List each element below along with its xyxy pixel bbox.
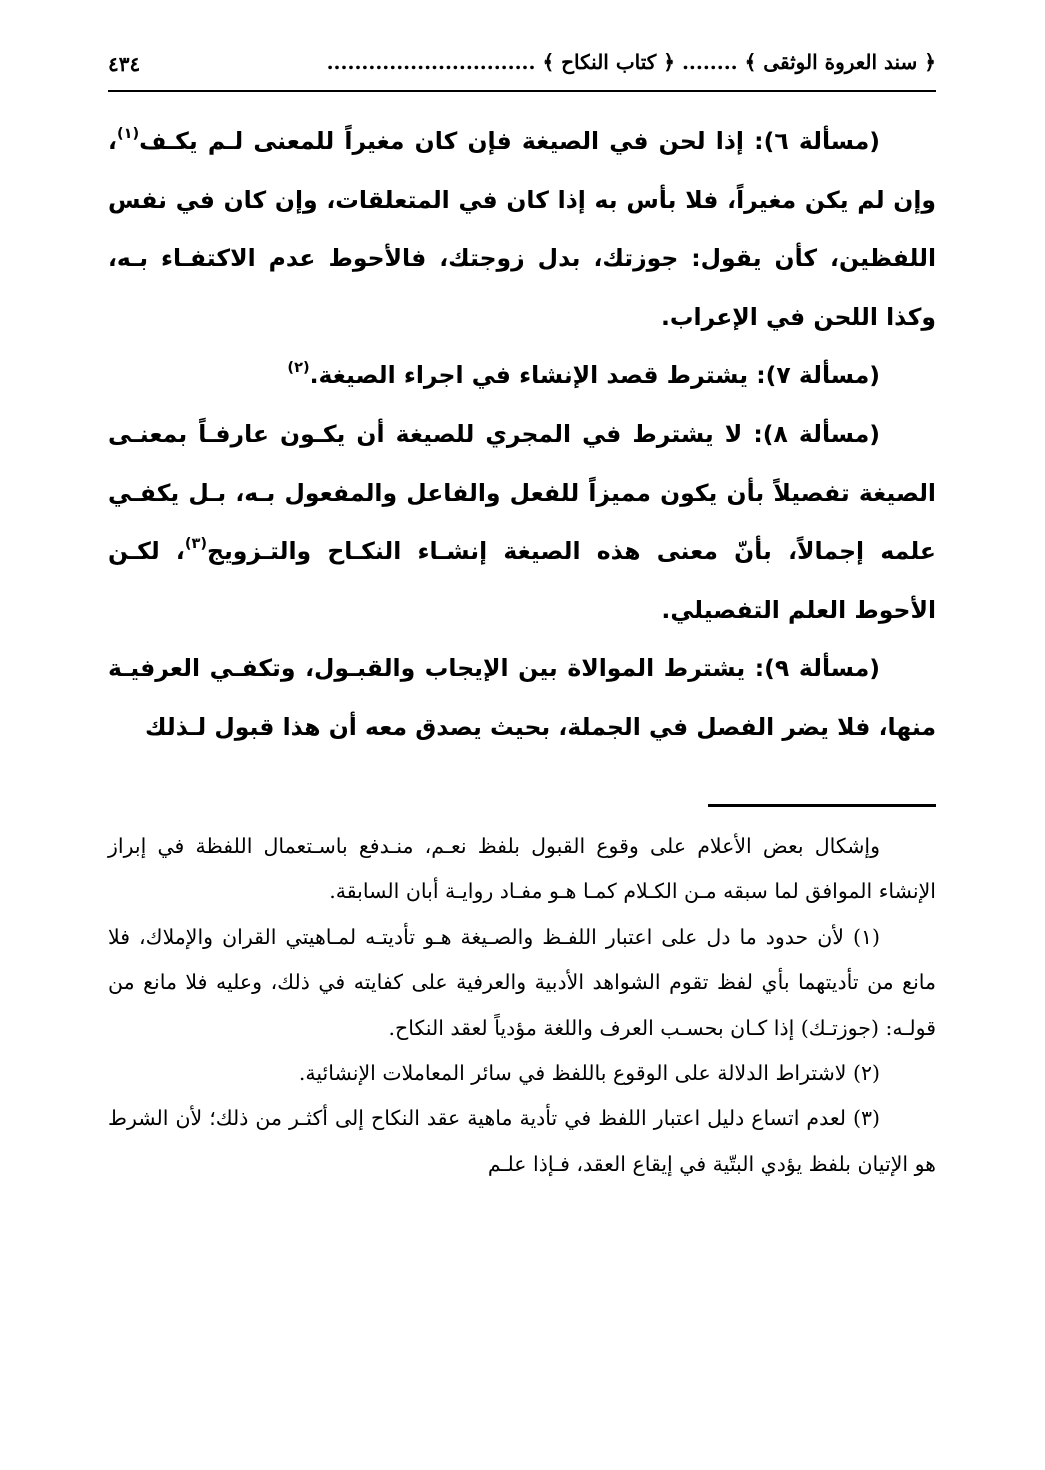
main-text — [108, 112, 936, 757]
mas-ala-6-tail: ، وإن لم يكن مغيراً، فلا بأس به إذا كان في المتعلقات، وإن كان في نفس اللفظين، كأن يقول: جوزتك، بدل زوجتك، فالأحوط عدم الاكتفـاء بـه، وكذا اللحن في الإعراب. — [108, 127, 936, 331]
mas-ala-7-paragraph — [108, 346, 936, 405]
mas-ala-6-paragraph — [108, 112, 936, 346]
mas-ala-9-paragraph — [108, 639, 936, 756]
footnote-2: (٢) لاشتراط الدلالة على الوقوع باللفظ في سائر المعاملات الإنشائية. — [298, 1061, 880, 1086]
footnote-1: (١) لأن حدود ما دل على اعتبار اللفـظ والصـيغة هـو تأديتـه لمـاهيتي القران والإملاك، فلا مانع من تأديتهما بأي لفظ تقوم الشواهد الأدبية والعرفية على كفايته في ذلك، وعليه فلا مانع من قولـه: (جوزتـك) إذا كـان بحسـب العرف واللغة مؤدياً لعقد النكاح. — [108, 924, 936, 1040]
mas-ala-7-text: (مسألة ٧): يشترط قصد الإنشاء في اجراء الصيغة. — [309, 361, 880, 390]
mas-ala-8-paragraph — [108, 405, 936, 639]
page-number: ٤٣٤ — [108, 52, 141, 76]
running-header — [108, 38, 936, 92]
mas-ala-8-text: (مسألة ٨): لا يشترط في المجري للصيغة أن يكـون عارفـاً بمعنـى الصيغة تفصيلاً بأن يكون مميزاً للفعل والفاعل والمفعول بـه، بـل يكفـي علمه إجمالاً، بأنّ معنى هذه الصيغة إنشـاء النكـاح والتـزويج — [108, 419, 936, 566]
mas-ala-8-tail: ، لكـن الأحوط العلم التفصيلي. — [108, 537, 936, 624]
footnote-continuation: وإشكال بعض الأعلام على وقوع القبول بلفظ نعـم، منـدفع باسـتعمال اللفظة في إبراز الإنشاء الموافق لما سبقه مـن الكـلام كمـا هـو مفـاد روايـة أبان السابقة. — [108, 834, 936, 904]
footnote-ref-3[interactable]: (٣) — [184, 535, 208, 553]
footnote-ref-2[interactable]: (٢) — [287, 359, 310, 377]
footnote-separator — [708, 804, 936, 807]
footnotes-section — [108, 824, 936, 1187]
mas-ala-6-text: (مسألة ٦): إذا لحن في الصيغة فإن كان مغيراً للمعنى لـم يكـف — [139, 127, 880, 155]
footnote-3: (٣) لعدم اتساع دليل اعتبار اللفظ في تأدية ماهية عقد النكاح إلى أكثـر من ذلك؛ لأن الشرط هو الإتيان بلفظ يؤدي البتّية في إيقاع العقد، فـإذا علـم — [108, 1106, 936, 1176]
footnote-ref-1[interactable]: (١) — [116, 125, 140, 143]
mas-ala-9-text: (مسألة ٩): يشترط الموالاة بين الإيجاب والقبـول، وتكفـي العرفيـة منها، فلا يضر الفصل في الجملة، بحيث يصدق معه أن هذا قبول لـذلك — [108, 654, 936, 741]
running-title: ﴿ سند العروة الوثقى ﴾ ........ ﴿ كتاب النكاح ﴾ .............................. — [326, 50, 936, 74]
